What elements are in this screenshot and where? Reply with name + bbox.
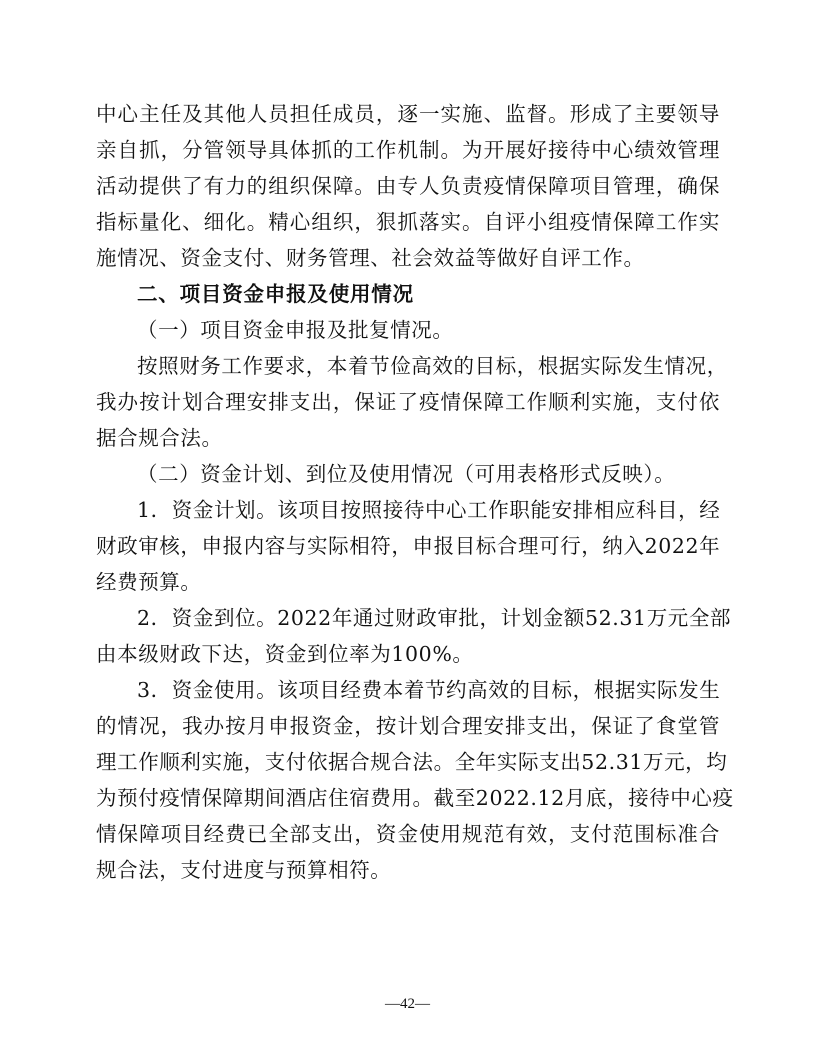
text-line: 施情况、资金支付、财务管理、社会效益等做好自评工作。 xyxy=(96,246,645,270)
text-line: 为预付疫情保障期间酒店住宿费用。截至2022.12月底，接待中心疫 xyxy=(96,786,734,810)
text-line: 情保障项目经费已全部支出，资金使用规范有效，支付范围标准合 xyxy=(96,822,720,846)
text-line: 经费预算。 xyxy=(96,570,202,594)
text-line: 规合法，支付进度与预算相符。 xyxy=(96,858,392,882)
text-line: 据合规合法。 xyxy=(96,426,223,450)
text-line: 理工作顺利实施，支付依据合规合法。全年实际支出52.31万元，均 xyxy=(96,750,728,774)
text-line: 由本级财政下达，资金到位率为100%。 xyxy=(96,642,474,666)
text-line: 的情况，我办按月申报资金，按计划合理安排支出，保证了食堂管 xyxy=(96,714,720,738)
paragraph-fund-usage xyxy=(96,672,734,888)
text-line: 财政审核，申报内容与实际相符，申报目标合理可行，纳入2022年 xyxy=(96,534,721,558)
section-heading: 二、项目资金申报及使用情况 xyxy=(137,282,414,306)
subsection-heading-1: （一）项目资金申报及批复情况。 xyxy=(137,318,454,342)
text-line: 指标量化、细化。精心组织，狠抓落实。自评小组疫情保障工作实 xyxy=(96,210,720,234)
document-body xyxy=(96,96,734,888)
text-line: 1．资金计划。该项目按照接待中心工作职能安排相应科目，经 xyxy=(137,498,721,522)
paragraph-fund-plan xyxy=(96,492,720,600)
text-line: 中心主任及其他人员担任成员，逐一实施、监督。形成了主要领导 xyxy=(96,102,720,126)
paragraph-fund-arrival xyxy=(96,600,732,672)
text-line: 亲自抓，分管领导具体抓的工作机制。为开展好接待中心绩效管理 xyxy=(96,138,720,162)
text-line: 按照财务工作要求，本着节俭高效的目标，根据实际发生情况， xyxy=(137,354,728,378)
subsection-heading-2: （二）资金计划、到位及使用情况（可用表格形式反映）。 xyxy=(137,462,676,486)
text-line: 我办按计划合理安排支出，保证了疫情保障工作顺利实施，支付依 xyxy=(96,390,720,414)
page-number: —42— xyxy=(385,996,430,1012)
paragraph-org-structure xyxy=(96,96,720,276)
text-line: 3．资金使用。该项目经费本着节约高效的目标，根据实际发生 xyxy=(137,678,721,702)
text-line: 2．资金到位。2022年通过财政审批，计划金额52.31万元全部 xyxy=(137,606,732,630)
paragraph-fund-application xyxy=(96,348,728,456)
text-line: 活动提供了有力的组织保障。由专人负责疫情保障项目管理，确保 xyxy=(96,174,720,198)
